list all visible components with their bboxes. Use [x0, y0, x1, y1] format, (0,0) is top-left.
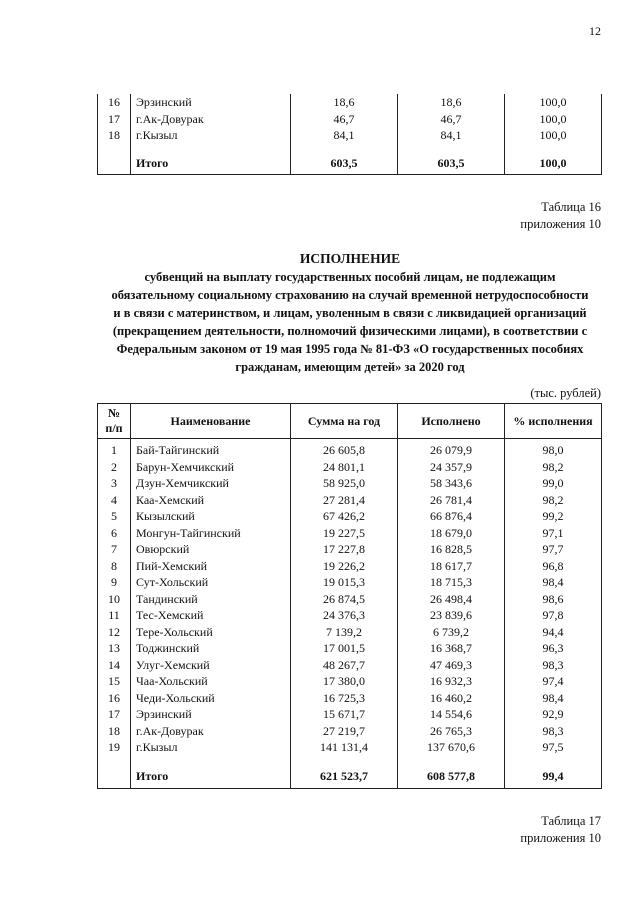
- cell-name: Чеди-Хольский: [131, 690, 291, 707]
- cell-sum: 24 801,1: [291, 459, 398, 476]
- cell-no: 10: [98, 591, 131, 608]
- cell-done: 608 577,8: [398, 766, 505, 789]
- table-row: [98, 690, 602, 707]
- total-row: [98, 154, 602, 175]
- cell-pct: 97,1: [505, 525, 602, 542]
- continued-table: [97, 94, 602, 175]
- cell-name: Пий-Хемский: [131, 558, 291, 575]
- cell-done: 603,5: [398, 154, 505, 175]
- units-label: (тыс. рублей): [530, 386, 601, 400]
- cell-sum: 26 874,5: [291, 591, 398, 608]
- table-row: [98, 525, 602, 542]
- spacer-row: [98, 144, 602, 154]
- cell-name: Итого: [131, 154, 291, 175]
- cell-sum: 18,6: [291, 94, 398, 111]
- cell-name: г.Ак-Довурак: [131, 111, 291, 128]
- spacer-cell: [98, 144, 131, 154]
- cell-name: Тоджинский: [131, 640, 291, 657]
- table-row: [98, 541, 602, 558]
- cell-no: [98, 154, 131, 175]
- cell-pct: 92,9: [505, 706, 602, 723]
- table-row: [98, 657, 602, 674]
- cell-pct: 98,0: [505, 439, 602, 459]
- heading-line: и в связи с материнством, и лицам, уволенным в связи с ликвидацией организаций: [113, 306, 587, 320]
- cell-sum: 27 219,7: [291, 723, 398, 740]
- cell-pct: 98,3: [505, 657, 602, 674]
- cell-name: Овюрский: [131, 541, 291, 558]
- cell-no: 18: [108, 128, 120, 142]
- table-row: [98, 640, 602, 657]
- heading-title: ИСПОЛНЕНИЕ: [299, 251, 401, 266]
- cell-no: 5: [98, 508, 131, 525]
- cell-pct: 98,2: [505, 492, 602, 509]
- cell-name: Кызылский: [131, 508, 291, 525]
- cell-no: 1: [98, 439, 131, 459]
- cell-name: Тандинский: [131, 591, 291, 608]
- table-row: [98, 492, 602, 509]
- cell-no: [98, 766, 131, 789]
- spacer-cell: [291, 756, 398, 766]
- cell-done: 18 617,7: [398, 558, 505, 575]
- cell-name: г.Кызыл: [131, 739, 291, 756]
- spacer-cell: [291, 144, 398, 154]
- cell-name: Монгун-Тайгинский: [131, 525, 291, 542]
- table-row: [98, 723, 602, 740]
- cell-done: 18,6: [398, 94, 505, 111]
- caption-line: приложения 10: [520, 217, 601, 231]
- cell-pct: 100,0: [505, 94, 602, 111]
- cell-no: 19: [98, 739, 131, 756]
- header-no: [98, 404, 131, 439]
- cell-done: 46,7: [398, 111, 505, 128]
- cell-pct: 98,6: [505, 591, 602, 608]
- table-header-row: [98, 404, 602, 439]
- cell-done: 58 343,6: [398, 475, 505, 492]
- heading-line: субвенций на выплату государственных пособий лицам, не подлежащим: [144, 270, 556, 284]
- cell-sum: 48 267,7: [291, 657, 398, 674]
- cell-no: 12: [98, 624, 131, 641]
- cell-sum: 24 376,3: [291, 607, 398, 624]
- table-row: [98, 591, 602, 608]
- cell-pct: 98,2: [505, 459, 602, 476]
- cell-sum: 17 001,5: [291, 640, 398, 657]
- spacer-cell: [505, 144, 602, 154]
- cell-no: 13: [98, 640, 131, 657]
- header-sum: Сумма на год: [291, 404, 398, 439]
- cell-no: 3: [98, 475, 131, 492]
- spacer-cell: [398, 756, 505, 766]
- cell-done: 18 715,3: [398, 574, 505, 591]
- cell-sum: 58 925,0: [291, 475, 398, 492]
- cell-sum: 621 523,7: [291, 766, 398, 789]
- table-row: [98, 111, 602, 128]
- cell-no: 2: [98, 459, 131, 476]
- cell-no: 7: [98, 541, 131, 558]
- table-16-caption: [520, 199, 601, 233]
- table-17-caption: [520, 813, 601, 847]
- heading-line: обязательному социальному страхованию на случай временной нетрудоспособности: [111, 288, 589, 302]
- cell-no: 11: [98, 607, 131, 624]
- cell-done: 66 876,4: [398, 508, 505, 525]
- spacer-row: [98, 756, 602, 766]
- cell-no: 9: [98, 574, 131, 591]
- cell-no: 18: [98, 723, 131, 740]
- total-row: [98, 766, 602, 789]
- cell-pct: 97,7: [505, 541, 602, 558]
- cell-sum: 15 671,7: [291, 706, 398, 723]
- cell-done: 26 498,4: [398, 591, 505, 608]
- cell-pct: 98,4: [505, 574, 602, 591]
- cell-sum: 16 725,3: [291, 690, 398, 707]
- cell-done: 26 079,9: [398, 439, 505, 459]
- table-row: [98, 475, 602, 492]
- cell-no: 17: [108, 111, 120, 126]
- cell-no: 15: [98, 673, 131, 690]
- table-row: [98, 459, 602, 476]
- cell-sum: 19 015,3: [291, 574, 398, 591]
- cell-sum: 27 281,4: [291, 492, 398, 509]
- cell-pct: 99,2: [505, 508, 602, 525]
- table-row: [98, 624, 602, 641]
- cell-pct: 99,4: [505, 766, 602, 789]
- cell-name: Тере-Хольский: [131, 624, 291, 641]
- table-row: [98, 94, 602, 111]
- header-name: Наименование: [131, 404, 291, 439]
- cell-sum: 7 139,2: [291, 624, 398, 641]
- cell-pct: 100,0: [505, 127, 602, 144]
- cell-name: Каа-Хемский: [131, 492, 291, 509]
- cell-pct: 99,0: [505, 475, 602, 492]
- cell-done: 16 932,3: [398, 673, 505, 690]
- heading-line: (прекращением деятельности, полномочий физическими лицами), в соответствии с: [112, 324, 588, 338]
- caption-line: Таблица 16: [541, 200, 601, 214]
- cell-pct: 100,0: [505, 111, 602, 128]
- table-row: [98, 739, 602, 756]
- cell-name: Дзун-Хемчикский: [131, 475, 291, 492]
- cell-name: г.Кызыл: [131, 127, 291, 144]
- cell-name: Чаа-Хольский: [131, 673, 291, 690]
- cell-sum: 141 131,4: [291, 739, 398, 756]
- cell-sum: 84,1: [291, 127, 398, 144]
- heading-line: гражданам, имеющим детей» за 2020 год: [235, 360, 465, 374]
- cell-pct: 94,4: [505, 624, 602, 641]
- cell-name: Улуг-Хемский: [131, 657, 291, 674]
- cell-done: 47 469,3: [398, 657, 505, 674]
- caption-line: приложения 10: [520, 831, 601, 845]
- cell-pct: 100,0: [505, 154, 602, 175]
- cell-name: Эрзинский: [131, 706, 291, 723]
- spacer-cell: [98, 756, 131, 766]
- cell-done: 14 554,6: [398, 706, 505, 723]
- cell-done: 23 839,6: [398, 607, 505, 624]
- cell-name: Сут-Хольский: [131, 574, 291, 591]
- table-row: [98, 439, 602, 459]
- spacer-cell: [131, 144, 291, 154]
- table-16-heading: [80, 250, 620, 376]
- header-no-line1: №: [107, 406, 121, 420]
- cell-no: 4: [98, 492, 131, 509]
- cell-pct: 97,4: [505, 673, 602, 690]
- cell-no: 16: [98, 690, 131, 707]
- cell-sum: 17 227,8: [291, 541, 398, 558]
- cell-no: 17: [98, 706, 131, 723]
- cell-name: Бай-Тайгинский: [131, 439, 291, 459]
- cell-done: 18 679,0: [398, 525, 505, 542]
- cell-done: 16 828,5: [398, 541, 505, 558]
- spacer-cell: [398, 144, 505, 154]
- cell-pct: 96,8: [505, 558, 602, 575]
- cell-sum: 19 226,2: [291, 558, 398, 575]
- cell-name: Итого: [131, 766, 291, 789]
- table-row: [98, 574, 602, 591]
- cell-no: 16: [108, 95, 120, 109]
- header-pct: % исполнения: [505, 404, 602, 439]
- cell-done: 137 670,6: [398, 739, 505, 756]
- cell-done: 84,1: [398, 127, 505, 144]
- cell-pct: 97,5: [505, 739, 602, 756]
- cell-done: 26 765,3: [398, 723, 505, 740]
- cell-pct: 97,8: [505, 607, 602, 624]
- cell-sum: 17 380,0: [291, 673, 398, 690]
- cell-sum: 46,7: [291, 111, 398, 128]
- table-row: [98, 508, 602, 525]
- cell-pct: 96,3: [505, 640, 602, 657]
- page-number: 12: [589, 24, 601, 38]
- heading-line: Федеральным законом от 19 мая 1995 года № 81-ФЗ «О государственных пособиях: [116, 342, 584, 356]
- header-no-line2: п/п: [105, 421, 123, 435]
- table-row: [98, 127, 602, 144]
- cell-done: 24 357,9: [398, 459, 505, 476]
- cell-done: 16 368,7: [398, 640, 505, 657]
- table-row: [98, 558, 602, 575]
- cell-no: 14: [98, 657, 131, 674]
- cell-done: 26 781,4: [398, 492, 505, 509]
- cell-sum: 19 227,5: [291, 525, 398, 542]
- cell-name: Тес-Хемский: [131, 607, 291, 624]
- cell-no: 6: [98, 525, 131, 542]
- cell-no: 8: [98, 558, 131, 575]
- cell-pct: 98,4: [505, 690, 602, 707]
- cell-pct: 98,3: [505, 723, 602, 740]
- caption-line: Таблица 17: [541, 814, 601, 828]
- cell-sum: 603,5: [291, 154, 398, 175]
- header-done: Исполнено: [398, 404, 505, 439]
- cell-done: 16 460,2: [398, 690, 505, 707]
- cell-name: Барун-Хемчикский: [131, 459, 291, 476]
- cell-sum: 67 426,2: [291, 508, 398, 525]
- cell-sum: 26 605,8: [291, 439, 398, 459]
- table-16: [97, 403, 602, 789]
- table-row: [98, 706, 602, 723]
- cell-name: Эрзинский: [131, 94, 291, 111]
- cell-done: 6 739,2: [398, 624, 505, 641]
- spacer-cell: [131, 756, 291, 766]
- cell-name: г.Ак-Довурак: [131, 723, 291, 740]
- table-row: [98, 673, 602, 690]
- spacer-cell: [505, 756, 602, 766]
- table-row: [98, 607, 602, 624]
